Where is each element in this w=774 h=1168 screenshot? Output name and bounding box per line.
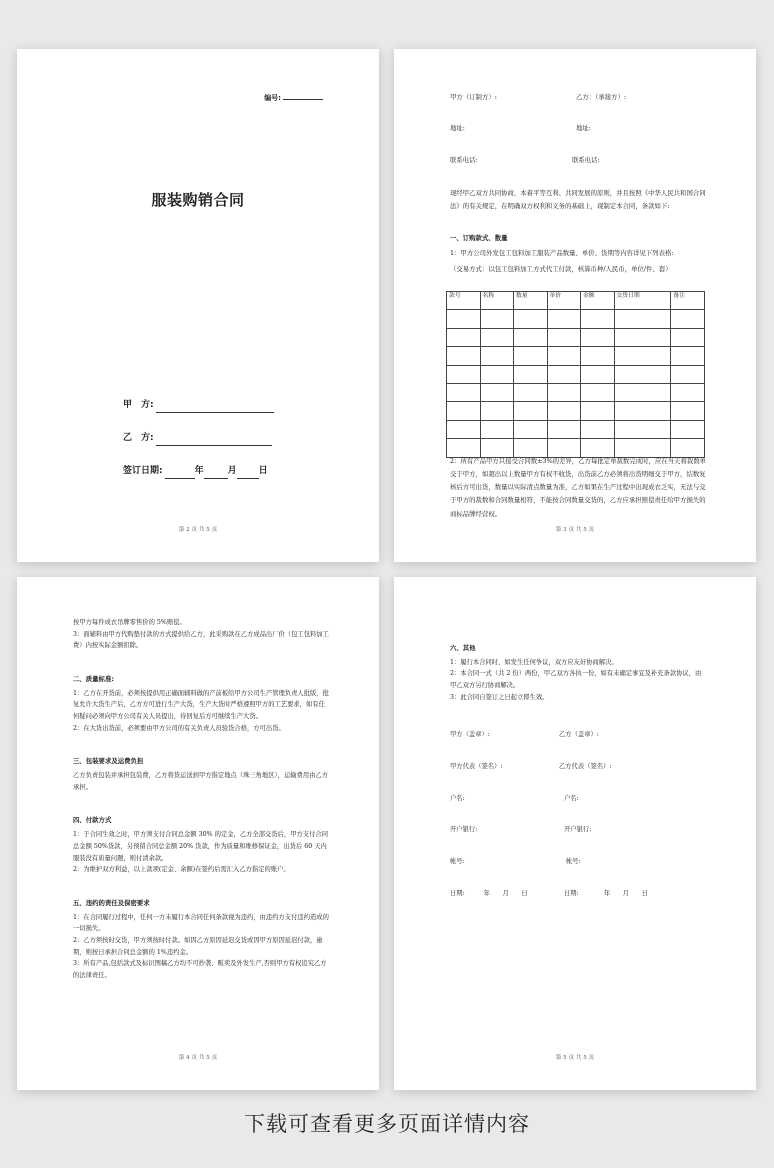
table-cell xyxy=(581,310,615,328)
sign-date-field xyxy=(123,465,268,479)
party-b-seal: 乙方（盖章）: xyxy=(559,731,599,738)
paragraph: 3：此合同自签订之日起立即生效。 xyxy=(450,693,549,701)
party-b-heading: 乙方：（承接方）: xyxy=(576,93,627,101)
paragraph: 2：为维护双方利益，以上款项(定金、余额)在签约后需汇入乙方指定的账户。 xyxy=(73,866,290,874)
table-cell xyxy=(480,383,514,401)
intro-paragraph: 现经甲乙双方共同协商，本着平等互利、共同发展的原则，并且按照《中华人民共和国合同法》的有关规定，在明确双方权利和义务的基础上，现制定本合同，条款如下: xyxy=(450,189,706,211)
page-footer: 第 4 页 共 5 页 xyxy=(178,1054,218,1061)
table-cell xyxy=(581,347,615,365)
table-cell xyxy=(671,420,705,438)
table-cell xyxy=(581,365,615,383)
party-a-label: 甲 方: xyxy=(123,400,154,410)
table-row xyxy=(447,328,705,346)
paragraph-gap xyxy=(73,793,329,803)
table-cell xyxy=(547,420,581,438)
table-cell xyxy=(614,328,671,346)
party-b-account-name: 户名: xyxy=(564,795,579,802)
section-1-item-1-note: （交易方式：以包工包料加工方式代工付款，核算币种/人民币，单位/件、套） xyxy=(450,265,672,273)
year-label: 年 xyxy=(194,466,204,476)
order-table xyxy=(446,291,705,458)
table-cell xyxy=(581,402,615,420)
table-cell xyxy=(480,402,514,420)
section-1-item-2: 2：所有产品甲方只接受合同数±3%的差异，乙方每批定单裁数完成时，应在当天将裁数单交于甲方，如超出以上数量甲方有权不收货，出货前乙方必须将出货明细交于甲方，结数复核后方可出货，数量以实际清点数量为准，乙方如果在生产过程中出现成衣乏实，无法与交于甲方的裁数和合同数量相符，不能按合同数量交货的，乙方应承担赔偿责任给甲方损失的商标品牌经营权。 xyxy=(450,457,707,518)
page-4-body xyxy=(73,617,329,982)
party-b-address: 地址: xyxy=(576,124,591,132)
day-blank xyxy=(237,469,259,479)
table-cell xyxy=(547,328,581,346)
table-cell xyxy=(547,365,581,383)
col-amount: 金额 xyxy=(581,292,615,310)
party-b-phone: 联系电话: xyxy=(572,156,600,164)
paragraph-gap xyxy=(73,734,329,744)
table-cell xyxy=(581,383,615,401)
contract-number-field xyxy=(264,93,323,104)
page-3 xyxy=(394,49,756,562)
section-title: 四、付款方式 xyxy=(73,816,112,825)
table-row xyxy=(447,310,705,328)
table-row xyxy=(447,402,705,420)
paragraph: 2：在大货出货前，必须要由甲方公司的有关负责人员验货合格，方可出货。 xyxy=(73,724,285,732)
party-a-address: 地址: xyxy=(450,124,465,132)
preview-caption: 下载可查看更多页面详情内容 xyxy=(244,1112,530,1136)
contract-number-blank xyxy=(283,99,323,100)
table-cell xyxy=(480,310,514,328)
table-cell xyxy=(514,365,548,383)
table-cell xyxy=(671,310,705,328)
col-unit-price: 单价 xyxy=(547,292,581,310)
page-2-cover xyxy=(17,49,379,562)
table-cell xyxy=(547,383,581,401)
paragraph-gap xyxy=(73,652,329,662)
table-cell xyxy=(581,420,615,438)
col-remarks: 备注 xyxy=(671,292,705,310)
party-a-account-no: 帐号: xyxy=(450,858,465,865)
paragraph: 3：所有产品,包括款式及标识图稿乙方均不可抄袭、贩卖及外发生产,否则甲方有权追究乙方的法律责任。 xyxy=(73,960,327,979)
table-cell xyxy=(614,420,671,438)
table-cell xyxy=(447,383,481,401)
section-title: 五、违约的责任及保密要求 xyxy=(73,898,150,907)
table-cell xyxy=(514,347,548,365)
party-b-account-no: 帐号: xyxy=(566,858,581,865)
paragraph: 1：于合同生效之时，甲方须支付合同总金额 30% 的定金，乙方全部交货后，甲方支付合同总金额 50%货款，另预留合同总金额 20% 货款，作为质量和维修保证金，出货后 60 天内服装没有质量问题，则付清余款。 xyxy=(73,831,328,862)
table-cell xyxy=(614,347,671,365)
table-cell xyxy=(447,347,481,365)
party-b-bank: 开户银行: xyxy=(564,826,592,833)
page-5 xyxy=(394,577,756,1090)
section-1-title: 一、订购款式、数量 xyxy=(450,234,508,242)
contract-number-label: 编号: xyxy=(264,94,281,102)
table-cell xyxy=(480,420,514,438)
year-blank xyxy=(165,469,195,479)
paragraph: 乙方负责包装并承担包装费，乙方将货运送到甲方指定地点（珠三角地区），运输费用由乙方承担。 xyxy=(73,772,329,791)
paragraph-gap xyxy=(73,876,329,886)
table-cell xyxy=(447,365,481,383)
table-cell xyxy=(514,420,548,438)
day-label: 日 xyxy=(258,466,268,476)
paragraph: 1：乙方在开货前，必须按提供用正确面辅料做的产前板给甲方公司生产管理负责人批版，批复允许大货生产后，乙方方可进行生产大货，生产大货时严格遵照甲方的工艺要求，如有任何疑问必须向甲方公司有关人员提出，待回复后方可继续生产大货。 xyxy=(73,689,329,721)
party-b-date: 日期: 年 月 日 xyxy=(564,890,648,897)
table-cell xyxy=(447,310,481,328)
party-a-representative: 甲方代表（签名）: xyxy=(450,763,503,770)
party-b-representative: 乙方代表（签名）: xyxy=(559,763,612,770)
table-cell xyxy=(447,420,481,438)
table-cell xyxy=(614,310,671,328)
table-cell xyxy=(514,328,548,346)
table-cell xyxy=(614,365,671,383)
party-b-label: 乙 方: xyxy=(123,433,154,443)
table-cell xyxy=(514,310,548,328)
table-cell xyxy=(547,347,581,365)
table-cell xyxy=(581,328,615,346)
paragraph: 1：履行本合同时，如发生任何争议，双方应友好协商解决。 xyxy=(450,658,618,666)
party-a-heading: 甲方（订制方）: xyxy=(450,93,497,101)
table-cell xyxy=(447,402,481,420)
table-cell xyxy=(447,328,481,346)
party-a-blank xyxy=(156,403,274,413)
party-a-field xyxy=(123,399,274,413)
table-cell xyxy=(480,328,514,346)
table-cell xyxy=(671,383,705,401)
table-row xyxy=(447,383,705,401)
table-cell xyxy=(671,328,705,346)
paragraph: 3：面辅料由甲方代购垫付款的方式提供给乙方，此采购款在乙方成品出厂价（包工包料加工费）内按实际金额扣除。 xyxy=(73,630,329,650)
party-a-date: 日期: 年 月 日 xyxy=(450,890,528,897)
paragraph: 2：本合同一式（共 2 份）两份，甲乙双方各执一份，如有未确定事宜及补充条款协议，由甲乙双方另行协商解决。 xyxy=(450,670,702,690)
sign-date-label: 签订日期: xyxy=(123,466,163,476)
page-5-body xyxy=(450,631,706,703)
page-footer: 第 3 页 共 5 页 xyxy=(555,526,595,533)
col-style-no: 款号 xyxy=(447,292,481,310)
table-cell xyxy=(480,365,514,383)
page-footer: 第 2 页 共 5 页 xyxy=(178,526,218,533)
section-title: 二、质量标准: xyxy=(73,674,114,683)
table-cell xyxy=(547,402,581,420)
party-a-account-name: 户名: xyxy=(450,795,465,802)
section-title: 六、其他 xyxy=(450,644,476,652)
order-table-header xyxy=(447,292,705,310)
party-a-bank: 开户银行: xyxy=(450,826,478,833)
table-cell xyxy=(480,347,514,365)
table-cell xyxy=(547,310,581,328)
paragraph: 1：在合同履行过程中，任何一方未履行本合同任何条款视为违约，由违约方支付违约造成的一切损失。 xyxy=(73,913,329,933)
table-cell xyxy=(514,402,548,420)
month-blank xyxy=(204,469,228,479)
table-row xyxy=(447,365,705,383)
party-a-seal: 甲方（盖章）: xyxy=(450,731,490,738)
party-b-field xyxy=(123,432,272,446)
section-1-item-1: 1：甲方公司外发包工包料加工服装产品数量、单价、货期等内容详见下列表格: xyxy=(450,249,674,257)
col-quantity: 数量 xyxy=(514,292,548,310)
party-a-phone: 联系电话: xyxy=(450,156,478,164)
paragraph: 按甲方每件成衣吊牌零售价的 5%赔偿。 xyxy=(73,619,186,626)
col-delivery-date: 交货日期 xyxy=(614,292,671,310)
table-cell xyxy=(671,402,705,420)
contract-title: 服装购销合同 xyxy=(151,191,245,209)
page-4 xyxy=(17,577,379,1090)
table-cell xyxy=(614,383,671,401)
table-row xyxy=(447,420,705,438)
paragraph: 2：乙方须按时交货，甲方须按时付款。如因乙方原因延迟交货或因甲方原因延迟付款，逾期，则按日承担合同总金额的 1%违约金。 xyxy=(73,936,323,956)
month-label: 月 xyxy=(227,466,237,476)
section-title: 三、包装要求及运费负担 xyxy=(73,757,144,766)
party-b-blank xyxy=(156,436,272,446)
table-cell xyxy=(514,383,548,401)
col-name: 名称 xyxy=(480,292,514,310)
table-cell xyxy=(614,402,671,420)
table-cell xyxy=(671,365,705,383)
page-footer: 第 5 页 共 5 页 xyxy=(555,1054,595,1061)
table-cell xyxy=(671,347,705,365)
table-row xyxy=(447,347,705,365)
